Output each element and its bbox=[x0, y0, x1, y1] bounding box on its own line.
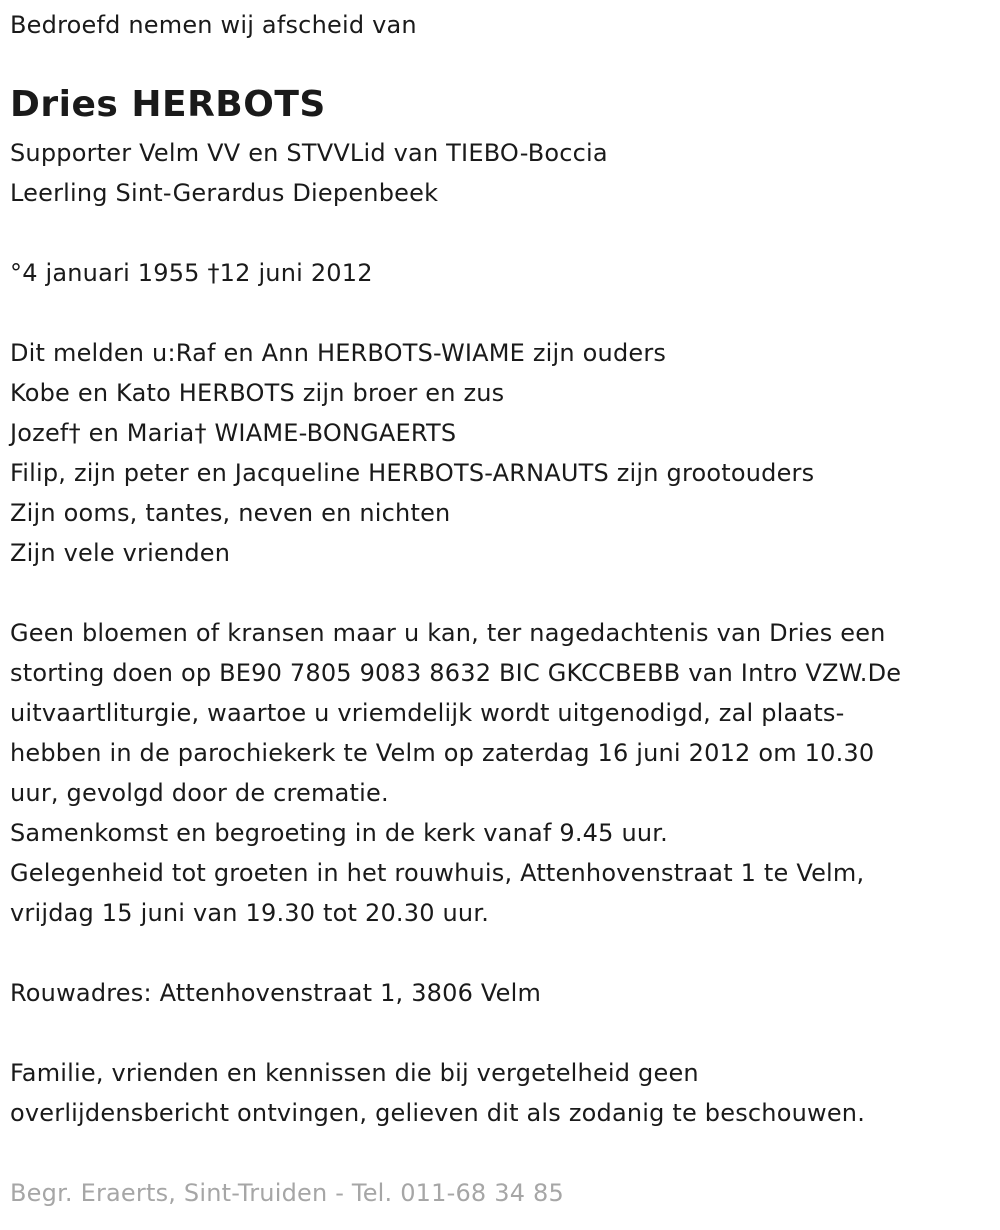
address-block bbox=[10, 973, 541, 1013]
service-line: Gelegenheid tot groeten in het rouwhuis, Attenhovenstraat 1 te Velm, bbox=[10, 859, 865, 887]
family-block bbox=[10, 333, 814, 573]
service-line: uitvaartliturgie, waartoe u vriemdelijk wordt uitgenodigd, zal plaats- bbox=[10, 699, 845, 727]
dates-block bbox=[10, 253, 373, 293]
family-line: Filip, zijn peter en Jacqueline HERBOTS-ARNAUTS zijn grootouders bbox=[10, 459, 815, 487]
mourning-address: Rouwadres: Attenhovenstraat 1, 3806 Velm bbox=[10, 979, 542, 1007]
service-line: vrijdag 15 juni van 19.30 tot 20.30 uur. bbox=[10, 899, 490, 927]
deceased-name: Dries HERBOTS bbox=[10, 84, 326, 125]
family-line: Dit melden u:Raf en Ann HERBOTS-WIAME zijn ouders bbox=[10, 339, 667, 367]
intro-text: Bedroefd nemen wij afscheid van bbox=[10, 11, 417, 39]
service-block bbox=[10, 613, 901, 933]
service-line: Geen bloemen of kransen maar u kan, ter nagedachtenis van Dries een bbox=[10, 619, 886, 647]
family-line: Zijn vele vrienden bbox=[10, 539, 231, 567]
service-line: hebben in de parochiekerk te Velm op zaterdag 16 juni 2012 om 10.30 bbox=[10, 739, 875, 767]
funeral-home-footer: Begr. Eraerts, Sint-Truiden - Tel. 011-68 34 85 bbox=[10, 1179, 564, 1207]
service-line: Samenkomst en begroeting in de kerk vanaf 9.45 uur. bbox=[10, 819, 668, 847]
notice-block bbox=[10, 1053, 865, 1133]
service-line: storting doen op BE90 7805 9083 8632 BIC GKCCBEBB van Intro VZW.De bbox=[10, 659, 902, 687]
family-line: Jozef† en Maria† WIAME-BONGAERTS bbox=[10, 419, 457, 447]
tagline-line: Leerling Sint-Gerardus Diepenbeek bbox=[10, 179, 439, 207]
family-line: Kobe en Kato HERBOTS zijn broer en zus bbox=[10, 379, 505, 407]
service-line: uur, gevolgd door de crematie. bbox=[10, 779, 389, 807]
tagline-line: Supporter Velm VV en STVVLid van TIEBO-Boccia bbox=[10, 139, 608, 167]
notice-line: overlijdensbericht ontvingen, gelieven dit als zodanig te beschouwen. bbox=[10, 1099, 866, 1127]
birth-death-dates: °4 januari 1955 †12 juni 2012 bbox=[10, 259, 373, 287]
notice-line: Familie, vrienden en kennissen die bij vergetelheid geen bbox=[10, 1059, 699, 1087]
footer-block bbox=[10, 1173, 564, 1213]
family-line: Zijn ooms, tantes, neven en nichten bbox=[10, 499, 451, 527]
tagline-block bbox=[10, 133, 608, 213]
